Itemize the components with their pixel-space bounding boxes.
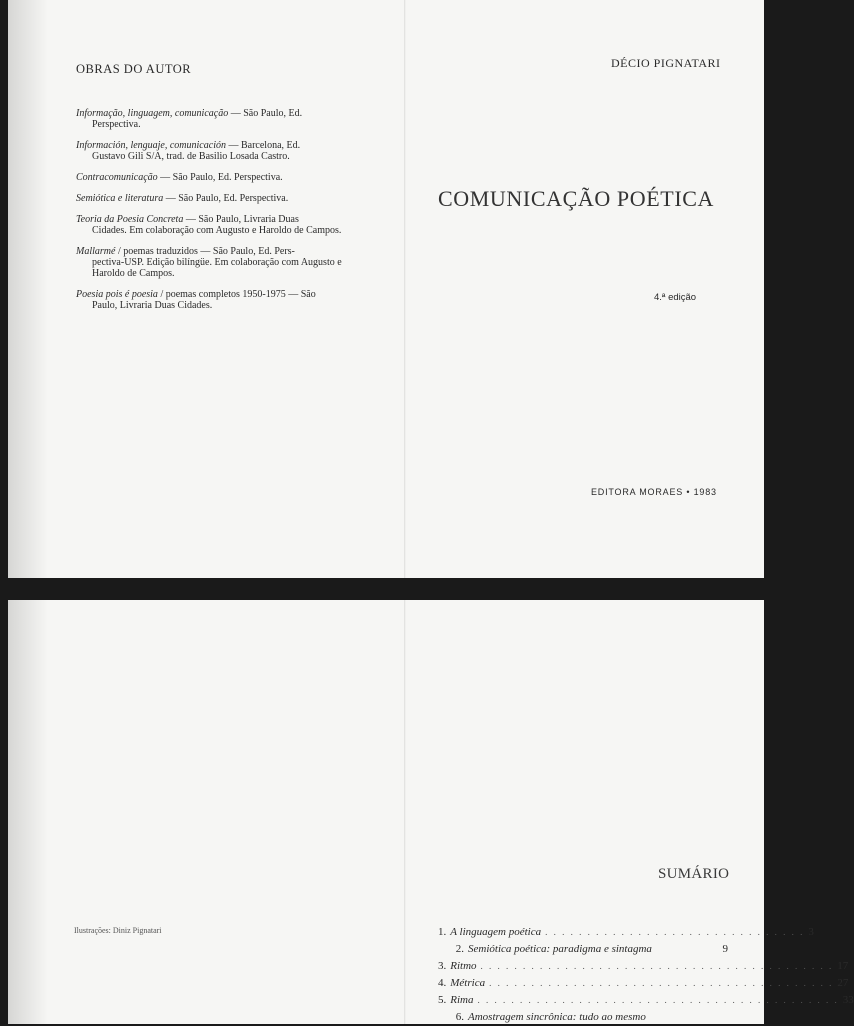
work-title: Teoria da Poesia Concreta bbox=[76, 214, 184, 225]
work-detail-cont: Perspectiva. bbox=[92, 119, 141, 130]
toc-entry bbox=[438, 1009, 728, 1026]
toc-title: Rima bbox=[450, 994, 474, 1006]
work-entry bbox=[76, 108, 368, 130]
work-title: Poesia pois é poesia bbox=[76, 289, 158, 300]
work-title: Contracomunicação bbox=[76, 172, 158, 183]
toc-number: 1. bbox=[438, 926, 447, 938]
work-detail: — São Paulo, Ed. bbox=[228, 108, 303, 119]
toc-number: 5. bbox=[438, 994, 447, 1006]
work-entry bbox=[76, 214, 368, 236]
illustrations-credit: Ilustrações: Diniz Pignatari bbox=[74, 926, 162, 935]
work-title: Información, lenguaje, comunicación bbox=[76, 140, 226, 151]
work-detail: / poemas completos 1950-1975 — São bbox=[157, 289, 316, 300]
summary-heading: SUMÁRIO bbox=[658, 866, 730, 882]
toc-number: 6. bbox=[455, 1011, 464, 1023]
work-detail: — São Paulo, Livraria Duas bbox=[183, 214, 299, 225]
edition-label: 4.ª edição bbox=[654, 292, 697, 303]
work-detail: — São Paulo, Ed. Perspectiva. bbox=[157, 172, 283, 183]
work-entry bbox=[76, 289, 368, 311]
works-heading: OBRAS DO AUTOR bbox=[76, 62, 192, 76]
toc-page: 9 bbox=[722, 943, 728, 955]
toc-number: 3. bbox=[438, 960, 447, 972]
publisher-line: EDITORA MORAES • 1983 bbox=[591, 487, 717, 497]
toc-leader: . . . . . . . . . . . . . . . . . . . . . . . . . . . . . . . bbox=[545, 927, 805, 937]
work-entry bbox=[76, 172, 368, 183]
work-title: Informação, linguagem, comunicação bbox=[76, 108, 229, 119]
toc-title: Métrica bbox=[450, 977, 486, 989]
toc-entry bbox=[438, 958, 849, 975]
works-list bbox=[76, 108, 368, 321]
toc-entry bbox=[438, 975, 849, 992]
work-detail: — São Paulo, Ed. Perspectiva. bbox=[163, 193, 289, 204]
toc-leader: . . . . . . . . . . . . . . . . . . . . . . . . . . . . . . . . . . . . . . . . . bbox=[489, 978, 834, 988]
toc-title: A linguagem poética bbox=[450, 926, 542, 938]
toc-page: 33 bbox=[842, 994, 854, 1006]
work-title: Mallarmé bbox=[76, 246, 116, 257]
work-detail: — Barcelona, Ed. bbox=[225, 140, 301, 151]
toc-title: Amostragem sincrônica: tudo ao mesmo bbox=[468, 1011, 646, 1023]
toc-number: 4. bbox=[438, 977, 447, 989]
top-spread bbox=[8, 0, 764, 578]
bottom-spread bbox=[8, 600, 854, 1024]
author-name: DÉCIO PIGNATARI bbox=[611, 56, 721, 70]
work-detail-cont: Paulo, Livraria Duas Cidades. bbox=[92, 300, 213, 311]
toc-leader: . . . . . . . . . . . . . . . . . . . . . . . . . . . . . . . . . . . . . . . . . . . bbox=[477, 995, 839, 1005]
work-entry bbox=[76, 246, 368, 279]
toc-entry bbox=[438, 992, 854, 1009]
work-detail: / poemas traduzidos — São Paulo, Ed. Pers- bbox=[115, 246, 295, 257]
book-title: COMUNICAÇÃO POÉTICA bbox=[438, 186, 715, 211]
work-title: Semiótica e literatura bbox=[76, 193, 164, 204]
toc-leader: . . . . . . . . . . . . . . . . . . . . . . . . . . . . . . . . . . . . . . . . . . bbox=[480, 961, 834, 971]
toc-entry bbox=[438, 941, 728, 958]
toc-entry bbox=[438, 924, 814, 941]
page-gutter bbox=[404, 600, 406, 1024]
table-of-contents bbox=[438, 924, 854, 1026]
work-entry bbox=[76, 193, 368, 204]
page-edge-shadow bbox=[8, 600, 48, 1024]
toc-page: 3 bbox=[808, 926, 814, 938]
page-edge-shadow bbox=[8, 0, 48, 578]
work-entry bbox=[76, 140, 368, 162]
work-detail-cont: Gustavo Gili S/A, trad. de Basilio Losada Castro. bbox=[92, 151, 290, 162]
toc-title: Ritmo bbox=[450, 960, 477, 972]
toc-title: Semiótica poética: paradigma e sintagma bbox=[468, 943, 652, 955]
toc-number: 2. bbox=[455, 943, 464, 955]
page-gutter bbox=[404, 0, 406, 578]
work-detail-cont: Cidades. Em colaboração com Augusto e Haroldo de Campos. bbox=[92, 225, 342, 236]
toc-page: 17 bbox=[837, 960, 849, 972]
work-detail-cont: pectiva-USP. Edição bilíngüe. Em colaboração com Augusto e Haroldo de Campos. bbox=[92, 257, 342, 279]
toc-page: 27 bbox=[837, 977, 849, 989]
